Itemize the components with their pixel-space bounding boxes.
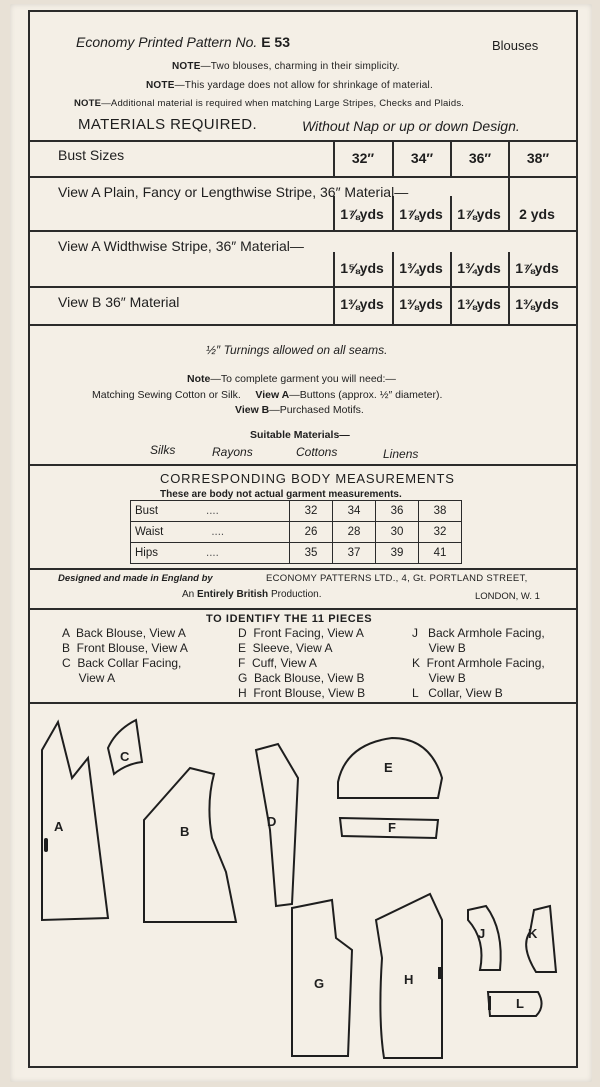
- piece-letter: B: [180, 824, 190, 839]
- row-view-b-label: View B 36″ Material: [58, 294, 180, 310]
- yardage-cell: 1⅞yds: [399, 206, 443, 222]
- size-36: 36″: [468, 150, 492, 166]
- list-item: View A: [62, 671, 116, 685]
- list-item: K Front Armhole Facing,: [412, 656, 545, 670]
- notions-line: Matching Sewing Cotton or Silk. View A—Buttons (approx. ½″ diameter).: [92, 389, 443, 401]
- list-item: L Collar, View B: [412, 686, 503, 700]
- designed-by: Designed and made in England by: [58, 573, 213, 584]
- piece-letter: J: [478, 926, 486, 941]
- body-measurements-table: [130, 500, 462, 564]
- list-item: D Front Facing, View A: [238, 626, 364, 640]
- pieces-column-1: [62, 626, 188, 686]
- piece-letter: F: [388, 820, 396, 835]
- table-row: Hips .... 35 37 39 41: [131, 543, 462, 564]
- city: LONDON, W. 1: [475, 591, 540, 602]
- piece-letter: L: [516, 996, 524, 1011]
- pieces-column-2: [238, 626, 365, 701]
- list-item: A Back Blouse, View A: [62, 626, 186, 640]
- note-2: NOTE—This yardage does not allow for shrinkage of material.: [146, 80, 433, 91]
- pattern-category: Blouses: [492, 38, 539, 53]
- row-view-a-plain-label: View A Plain, Fancy or Lengthwise Stripe, 36″ Material—: [58, 184, 409, 200]
- body-measurements-heading: CORRESPONDING BODY MEASUREMENTS: [160, 471, 455, 486]
- materials-heading: MATERIALS REQUIRED.: [78, 116, 258, 133]
- yardage-cell: 1⅜yds: [399, 296, 443, 312]
- piece-a-outline: [42, 722, 108, 920]
- note-1: NOTE—Two blouses, charming in their simplicity.: [172, 61, 400, 72]
- piece-letter: D: [267, 814, 277, 829]
- list-item: B Front Blouse, View A: [62, 641, 188, 655]
- yardage-cell: 1⅜yds: [515, 296, 559, 312]
- pattern-number: E 53: [261, 34, 291, 50]
- note-3: NOTE—Additional material is required when matching Large Stripes, Checks and Plaids.: [74, 98, 465, 109]
- list-item: View B: [412, 641, 466, 655]
- size-38: 38″: [526, 150, 550, 166]
- suitable-heading: Suitable Materials—: [250, 429, 350, 441]
- list-item: J Back Armhole Facing,: [412, 626, 545, 640]
- production-line: An Entirely British Production.: [182, 589, 322, 600]
- piece-letter: G: [314, 976, 325, 991]
- pattern-pieces-diagram: [30, 700, 575, 1060]
- yardage-cell: 2 yds: [519, 206, 555, 222]
- suitable-item: Cottons: [296, 445, 338, 459]
- piece-letter: H: [404, 972, 414, 987]
- suitable-item: Linens: [383, 447, 419, 461]
- suitable-item: Rayons: [212, 445, 253, 459]
- piece-letter: A: [54, 819, 64, 834]
- table-row: Bust .... 32 34 36 38: [131, 501, 462, 522]
- yardage-cell: 1¾yds: [457, 260, 501, 276]
- list-item: G Back Blouse, View B: [238, 671, 365, 685]
- size-32: 32″: [351, 150, 375, 166]
- row-view-a-widthwise-label: View A Widthwise Stripe, 36″ Material—: [58, 238, 304, 254]
- list-item: E Sleeve, View A: [238, 641, 333, 655]
- identify-heading: TO IDENTIFY THE 11 PIECES: [206, 613, 373, 625]
- yardage-cell: 1⅞yds: [515, 260, 559, 276]
- piece-letter: E: [384, 760, 393, 775]
- piece-d-outline: [256, 744, 298, 906]
- notch-marks: [44, 838, 491, 1010]
- piece-letter: C: [120, 749, 130, 764]
- body-measurements-subheading: These are body not actual garment measurements.: [160, 489, 402, 500]
- piece-c-outline: [108, 720, 142, 774]
- piece-b-outline: [144, 768, 236, 922]
- view-b-notions: View B—Purchased Motifs.: [235, 404, 364, 416]
- pieces-column-3: [412, 626, 545, 701]
- yardage-cell: 1⅞yds: [340, 206, 384, 222]
- piece-letter: K: [528, 926, 538, 941]
- complete-note: Note—To complete garment you will need:—: [187, 373, 396, 385]
- turnings-note: ½″ Turnings allowed on all seams.: [206, 343, 388, 357]
- company-address: ECONOMY PATTERNS LTD., 4, Gt. PORTLAND STREET,: [266, 573, 528, 584]
- pattern-title: Economy Printed Pattern No. E 53: [76, 34, 291, 50]
- list-item: F Cuff, View A: [238, 656, 317, 670]
- yardage-cell: 1⅝yds: [340, 260, 384, 276]
- yardage-cell: 1⅞yds: [457, 206, 501, 222]
- bust-sizes-label: Bust Sizes: [58, 147, 125, 163]
- materials-subheading: Without Nap or up or down Design.: [302, 118, 520, 134]
- yardage-cell: 1⅜yds: [457, 296, 501, 312]
- suitable-item: Silks: [150, 443, 176, 457]
- yardage-cell: 1⅜yds: [340, 296, 384, 312]
- piece-l-outline: [488, 992, 542, 1016]
- yardage-cell: 1¾yds: [399, 260, 443, 276]
- list-item: View B: [412, 671, 466, 685]
- list-item: H Front Blouse, View B: [238, 686, 366, 700]
- table-row: Waist .... 26 28 30 32: [131, 522, 462, 543]
- list-item: C Back Collar Facing,: [62, 656, 182, 670]
- size-34: 34″: [410, 150, 434, 166]
